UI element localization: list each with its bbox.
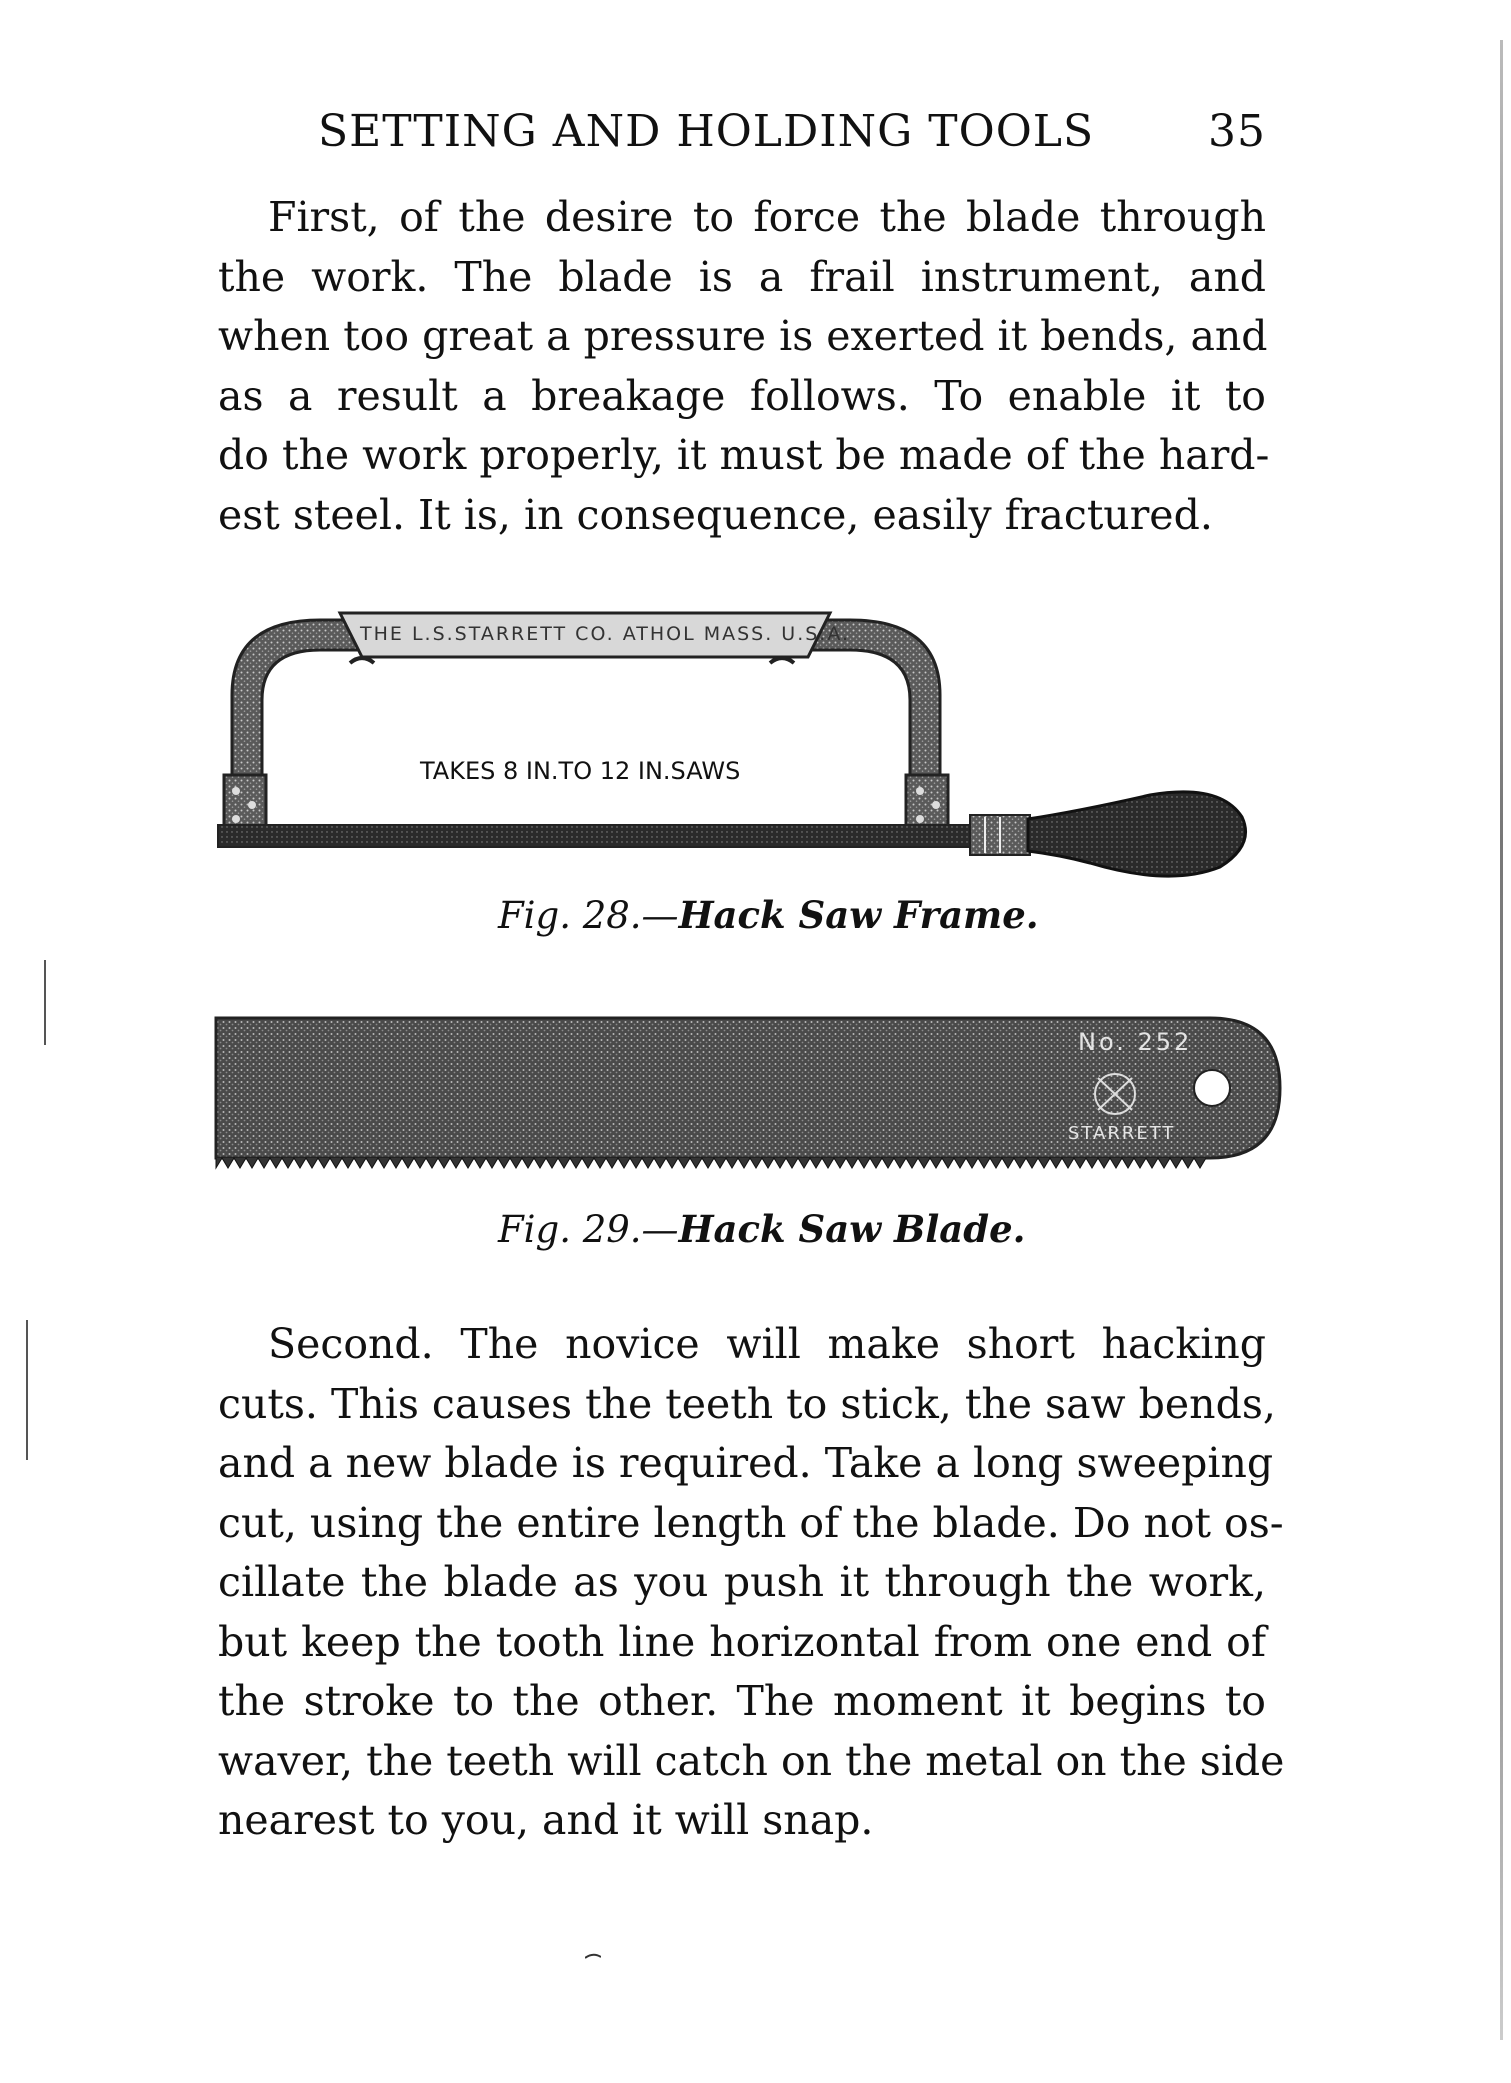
figure-hack-saw-blade [210, 1008, 1290, 1173]
hack-saw-frame-illustration [210, 605, 1290, 905]
stray-ink-mark [585, 1953, 601, 1959]
paragraph-1-line: do the work properly, it must be made of the hard- [218, 431, 1270, 479]
paragraph-1-line: when too great a pressure is exerted it bends, and [218, 312, 1268, 360]
paragraph-2-line: Second. The novice will make short hacking [268, 1320, 1266, 1368]
paragraph-2-line: the stroke to the other. The moment it begins to [218, 1677, 1266, 1725]
paragraph-2-line: and a new blade is required. Take a long sweeping [218, 1439, 1274, 1487]
blade-stamp-maker: STARRETT [1068, 1123, 1176, 1144]
paragraph-2-line: nearest to you, and it will snap. [218, 1796, 874, 1844]
page-number: 35 [1208, 106, 1266, 157]
paragraph-2 [218, 1315, 1285, 1851]
paragraph-1-line: est steel. It is, in consequence, easily fractured. [218, 490, 1213, 539]
paragraph-2-line: waver, the teeth will catch on the metal on the side [218, 1736, 1285, 1785]
paragraph-2-line: cuts. This causes the teeth to stick, the saw bends, [218, 1379, 1276, 1428]
running-head [318, 106, 1266, 157]
paragraph-1-line: the work. The blade is a frail instrument, and [218, 252, 1266, 301]
figure-29-caption [498, 1207, 1026, 1251]
paragraph-1-line: First, of the desire to force the blade through [268, 193, 1266, 241]
figure-hack-saw-frame [210, 605, 1290, 905]
margin-mark-upper [44, 960, 46, 1045]
paragraph-1 [218, 188, 1270, 545]
figure-29-caption-title: Hack Saw Blade. [678, 1207, 1026, 1251]
paragraph-2-line: cut, using the entire length of the blade. Do not os- [218, 1498, 1284, 1547]
figure-28-caption [498, 893, 1039, 937]
blade-capacity-label: TAKES 8 IN.TO 12 IN.SAWS [420, 757, 741, 785]
margin-mark-lower [26, 1320, 28, 1460]
blade-stamp-number: No. 252 [1078, 1028, 1193, 1056]
figure-28-caption-label: Fig. 28.— [498, 894, 679, 937]
figure-28-caption-title: Hack Saw Frame. [678, 893, 1039, 937]
paragraph-2-line: cillate the blade as you push it through the work, [218, 1558, 1266, 1606]
running-head-title: SETTING AND HOLDING TOOLS [318, 106, 1095, 157]
figure-29-caption-label: Fig. 29.— [498, 1208, 679, 1251]
frame-inscription: THE L.S.STARRETT CO. ATHOL MASS. U.S.A. [360, 623, 851, 645]
paragraph-2-line: but keep the tooth line horizontal from one end of [218, 1617, 1266, 1666]
page-edge-shadow [1500, 40, 1503, 2040]
paragraph-1-line: as a result a breakage follows. To enable it to [218, 371, 1266, 420]
